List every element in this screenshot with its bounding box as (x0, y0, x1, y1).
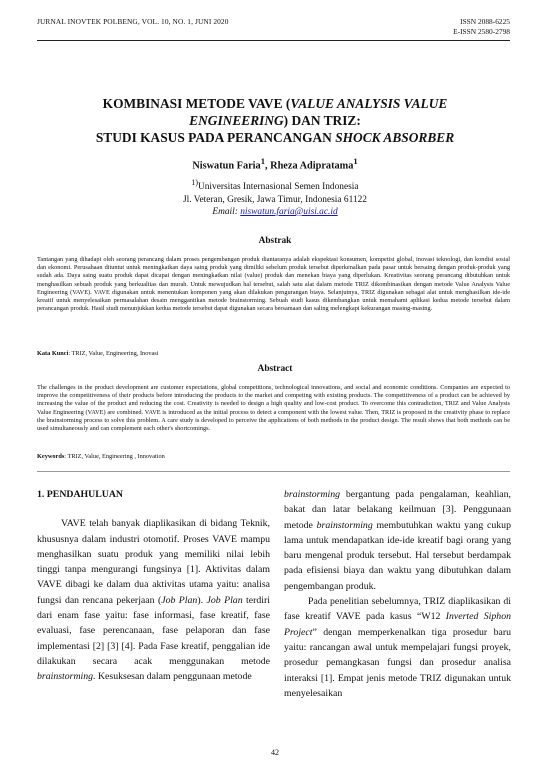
abstrak-text: Tantangan yang dihadapi oleh seorang perancang dalam proses pengembangan produk diantaranya adalah ekspektasi konsumen, kompetisi global, inovasi teknologi, dan kondisi sosial dan ekonomi. Perusahaan dituntut untuk meningkatkan daya saing produk yang dimiliki sebelum produk tersebut diperkenalkan pada pasar untuk bersaing dengan produk-produk yang sudah ada. Daya saing suatu produk dapat dicapai dengan meningkatkan nilai (value) produk dan menekan biaya yang diperlukan. Kreativitas seorang perancang dibutuhkan untuk menghasilkan sebuah produk yang berkualitas dan murah. Untuk mewujudkan hal tersebut, salah satu alat dalam metode TRIZ dikombinasikan dengan metode Value Analysis Value Engineering (VAVE). VAVE digunakan untuk menentukan komponen yang akan dilakukan pengurangan biaya. Selanjutnya, TRIZ digunakan sebagai alat untuk menghasilkan ide-ide kreatif untuk menyelesaikan permasalahan desain menggantikan metode brainstorming. Sebuah studi kasus dikembangkan untuk memahami aplikasi kedua metode tersebut dalam perancangan produk. Hasil studi menunjukkan kedua metode tersebut dapat digunakan secara bersamaan dan saling melengkapi kekurangan masing-masing. (37, 256, 510, 313)
right-column (284, 487, 511, 701)
title-part: STUDI KASUS PADA PERANCANGAN (95, 130, 336, 145)
kw-label: Kata Kunci (37, 350, 69, 357)
email-link[interactable]: niswatun.faria@uisi.ac.id (240, 207, 338, 217)
author-sep: , (264, 160, 271, 172)
text-run: ). (197, 594, 207, 606)
abstract-text: The challenges in the product development are customer expectations, global competitions, technological innovations, and social and economic conditions. Companies are expected to improve the competitiveness of their products before introducing the products to the market and competing with existing products. The competitiveness of a product can be achieved by increasing the value of the product and reducing the cost. Creativity is needed to design a high quality and low-cost product. To overcome this contradiction, TRIZ and Value Analysis Value Engineering (VAVE) are combined. VAVE is introduced as the initial process to detect a component with the lowest value. Then, TRIZ is proposed in the creativity phase to replace the brainstorming process to solve this problem. A care study is developed to perceive the applications of both methods in the product design. The result shows that both methods can be used simultaneously and can complement each other's shortcomings. (37, 384, 510, 433)
italic-term: Job Plan (206, 594, 243, 606)
text-run: Pada penelitian sebelumnya, TRIZ diaplikasikan di fase kreatif VAVE pada kasus “W12 (284, 596, 511, 623)
author-name: Niswatun Faria (192, 160, 261, 172)
paper-title (40, 95, 510, 146)
text-run: membutuhkan waktu yang cukup lama untuk mendapatkan ide-ide kreatif bagi orang yang baru mengenal produk tersebut. Hal tersebut berdampak pada efisiensi biaya dan waktu yang dibutuhkan dalam pengembangan produk. (284, 519, 511, 592)
abstrak-heading: Abstrak (258, 236, 292, 246)
email-label: Email: (212, 207, 241, 217)
italic-term: Inverted Siphon Project (284, 611, 511, 638)
abstrak-keywords (37, 350, 510, 357)
institution: Universitas Internasional Semen Indonesia (197, 182, 359, 193)
title-italic: ENGINEERING (189, 113, 284, 128)
page-number: 42 (271, 748, 279, 757)
abstract-heading: Abstract (257, 364, 293, 374)
author-sup: 1 (353, 156, 358, 166)
text-run: Kesuksesan dalam penggunaan metode (95, 671, 252, 683)
email-line (40, 207, 510, 217)
affiliation (40, 176, 510, 207)
italic-term: Job Plan (161, 594, 198, 606)
paragraph (284, 487, 511, 594)
text-run: VAVE telah banyak diaplikasikan di bidang Teknik, khususnya dalam industri otomotif. Proses VAVE mampu menghasilkan suatu produk yang memiliki nilai lebih tinggi tanpa mengurangi fungsinya [1]. Aktivitas dalam VAVE dibagi ke dalam dua aktivitas utama yaitu: analisa fungsi dan rencana pekerjaan ( (37, 518, 270, 606)
text-run: ” dengan memperkenalkan tiga prosedur baru yaitu: rancangan awal untuk mempelajari fungsi proyek, prosedur pemangkasan fungsi dan prosedur analisa interaksi [1]. Empat jenis metode TRIZ digunakan untuk menyelesaikan (284, 626, 511, 699)
journal-header: JURNAL INOVTEK POLBENG, VOL. 10, NO. 1, JUNI 2020 (37, 17, 229, 26)
italic-term: brainstorming (284, 489, 341, 500)
section-rule (37, 471, 510, 472)
author-name: Rheza Adipratama (270, 160, 354, 172)
title-part: ) DAN TRIZ: (283, 113, 361, 128)
author-sup: 1 (260, 156, 265, 166)
issn: ISSN 2088-6225 (460, 17, 510, 26)
kw-text: : TRIZ, Value, Engineering, Inovasi (68, 350, 159, 357)
italic-term: brainstorming (316, 519, 373, 531)
left-column (37, 487, 270, 685)
abstract-keywords (37, 453, 510, 460)
header-rule (37, 40, 510, 41)
italic-term: brainstorming. (37, 671, 96, 683)
kw-label: Keywords (37, 453, 65, 460)
title-italic: VALUE ANALYSIS VALUE (290, 96, 448, 111)
kw-text: : TRIZ, Value, Engineering , Innovation (64, 453, 165, 460)
authors (40, 156, 510, 171)
address: Jl. Veteran, Gresik, Jawa Timur, Indonesia 61122 (183, 195, 367, 206)
title-italic: SHOCK ABSORBER (335, 130, 455, 145)
issn-block (453, 17, 510, 37)
title-part: KOMBINASI METODE VAVE ( (102, 96, 291, 111)
section-heading: 1. PENDAHULUAN (37, 489, 123, 500)
eissn: E-ISSN 2580-2798 (453, 27, 510, 36)
paragraph (37, 516, 270, 684)
paragraph (284, 594, 511, 701)
affiliation-sup: 1) (191, 178, 198, 187)
text-run: bergantung pada pengalaman, keahlian, bakat dan latar belakang keilmuan [3]. Penggunaan metode (284, 489, 511, 531)
text-run: terdiri dari enam fase yaitu: fase informasi, fase kreatif, fase evaluasi, fase perencanaan, fase pelaporan dan fase implementasi [2] [3] [4]. Pada Fase kreatif, penggalian ide dilakukan secara acak menggunakan metode (37, 594, 270, 667)
